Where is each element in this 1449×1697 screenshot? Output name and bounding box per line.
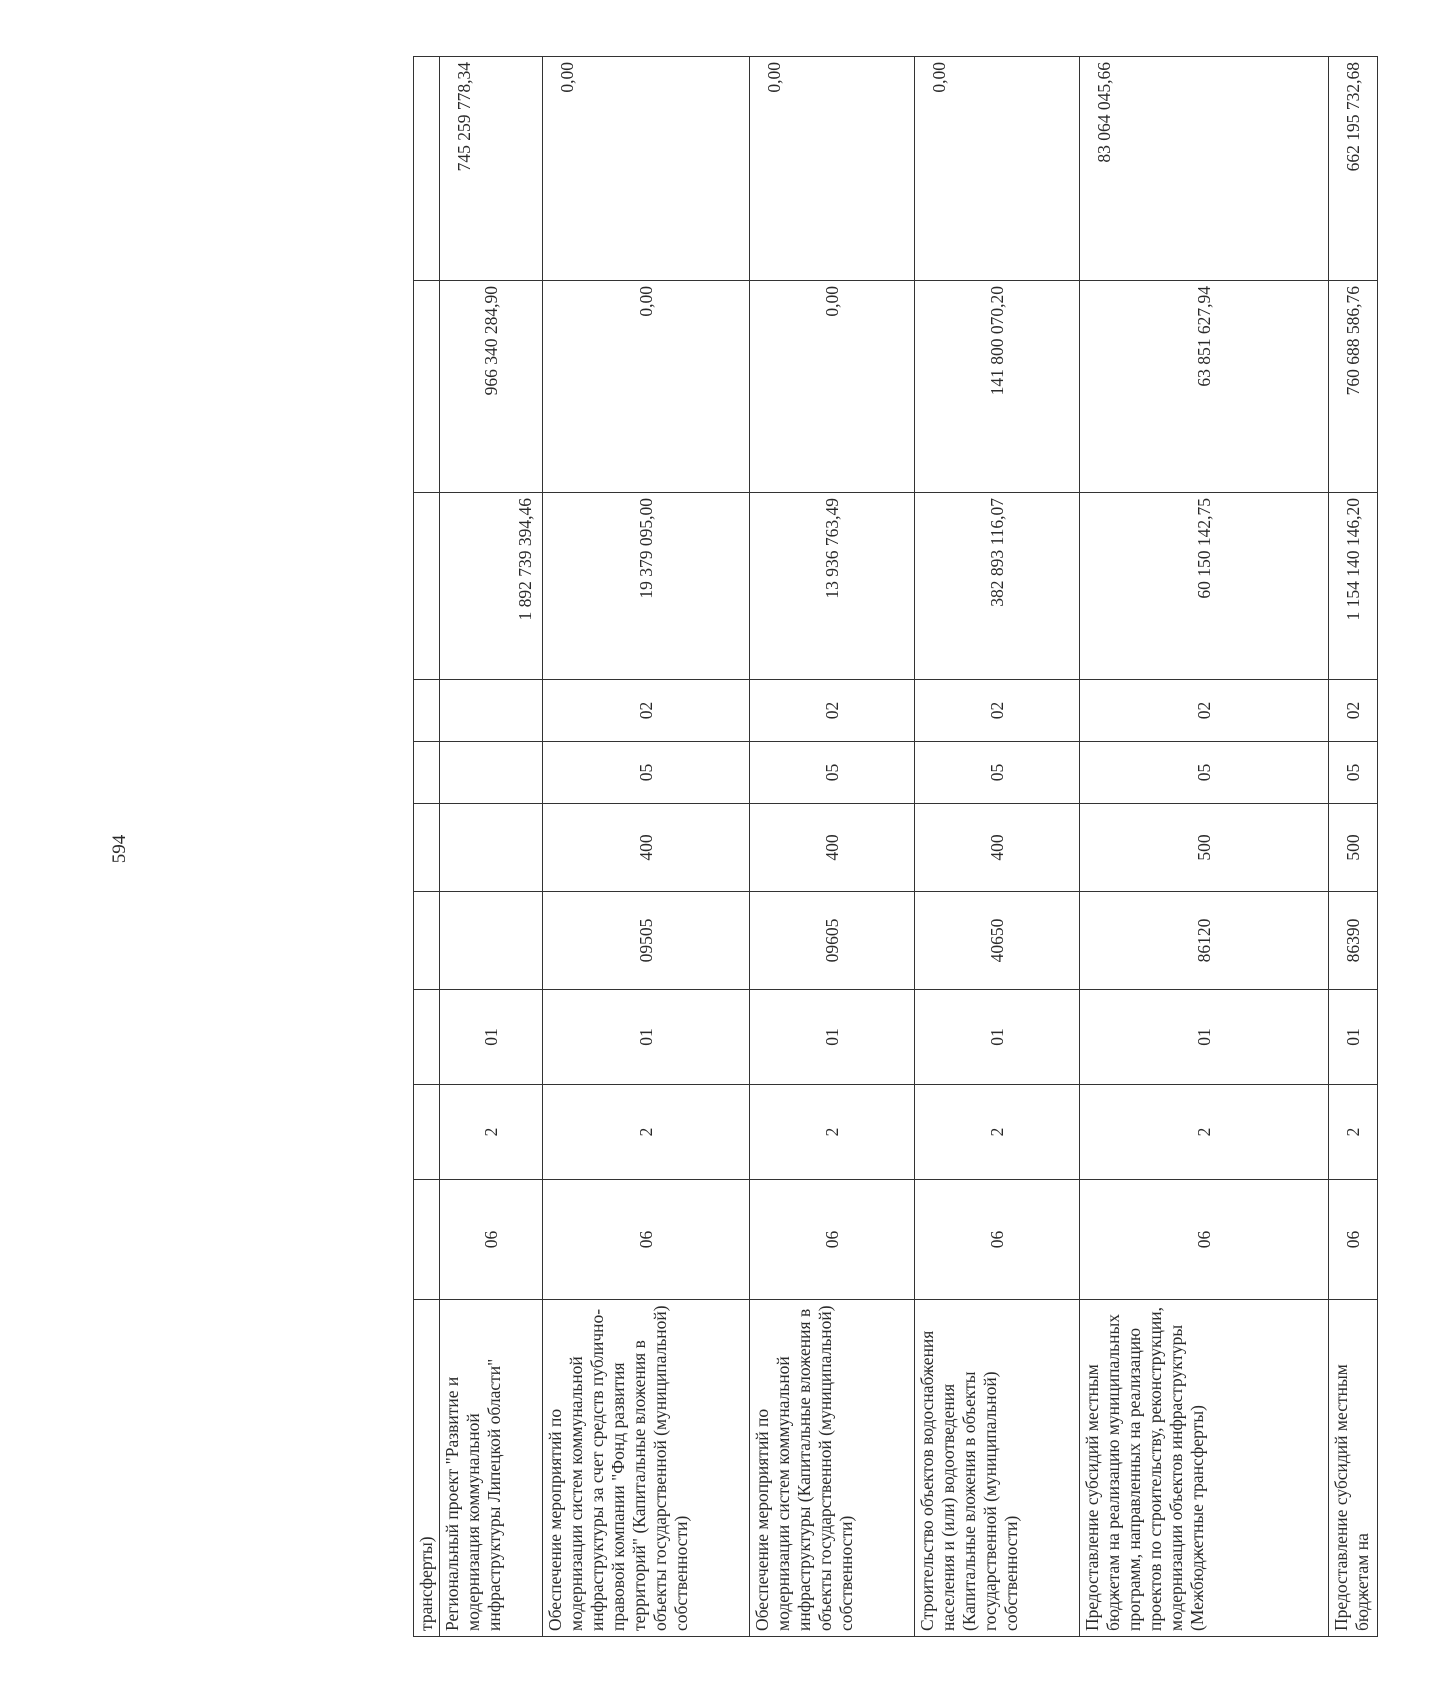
code-cell: [414, 990, 440, 1085]
row-name-cell: Предоставление субсидий местным бюджетам на реализацию муниципальных программ, направленных на реализацию проектов по строительству, реконструкции, модернизации объектов инфраструктуры (Межбюджетные трансферты): [1080, 1300, 1329, 1637]
amount-cell: 0,00: [750, 57, 915, 281]
amount-cell: 0,00: [915, 57, 1080, 281]
budget-table-rotated: [413, 57, 1449, 1637]
code-cell: 40650: [915, 892, 1080, 990]
code-cell: 05: [915, 742, 1080, 804]
code-cell: 02: [1080, 680, 1329, 742]
code-cell: 400: [915, 804, 1080, 892]
amount-cell: 83 064 045,66: [1080, 57, 1329, 281]
code-cell: [440, 804, 543, 892]
code-cell: [440, 892, 543, 990]
row-name-cell: Обеспечение мероприятий по модернизации систем коммунальной инфраструктуры за счет средств публично-правовой компании "Фонд развития территорий" (Капитальные вложения в объекты государственной (муниципальной) собственности): [543, 1300, 750, 1637]
amount-cell: 1 892 739 394,46: [440, 493, 543, 680]
amount-cell: 0,00: [543, 281, 750, 493]
amount-cell: 382 893 116,07: [915, 493, 1080, 680]
code-cell: 500: [1329, 804, 1378, 892]
amount-cell: 760 688 586,76: [1329, 281, 1378, 493]
code-cell: 09605: [750, 892, 915, 990]
table-row: [1080, 57, 1329, 1637]
code-cell: 02: [750, 680, 915, 742]
code-cell: [440, 680, 543, 742]
row-name-cell: Строительство объектов водоснабжения населения и (или) водоотведения (Капитальные вложения в объекты государственной (муниципальной) собственности): [915, 1300, 1080, 1637]
code-cell: 06: [1329, 1180, 1378, 1300]
amount-cell: [414, 57, 440, 281]
code-cell: 01: [750, 990, 915, 1085]
code-cell: 400: [750, 804, 915, 892]
code-cell: 06: [915, 1180, 1080, 1300]
code-cell: 06: [750, 1180, 915, 1300]
code-cell: 86390: [1329, 892, 1378, 990]
code-cell: 09505: [543, 892, 750, 990]
code-cell: 01: [543, 990, 750, 1085]
code-cell: [414, 680, 440, 742]
code-cell: 400: [543, 804, 750, 892]
code-cell: [414, 804, 440, 892]
amount-cell: 13 936 763,49: [750, 493, 915, 680]
code-cell: 01: [915, 990, 1080, 1085]
code-cell: 05: [1080, 742, 1329, 804]
code-cell: 2: [750, 1085, 915, 1180]
code-cell: 2: [543, 1085, 750, 1180]
amount-cell: 745 259 778,34: [440, 57, 543, 281]
row-name-cell: Предоставление субсидий местным бюджетам на: [1329, 1300, 1378, 1637]
code-cell: 2: [1080, 1085, 1329, 1180]
amount-cell: 662 195 732,68: [1329, 57, 1378, 281]
table-row: [1329, 57, 1378, 1637]
code-cell: 06: [543, 1180, 750, 1300]
code-cell: 2: [440, 1085, 543, 1180]
row-name-cell: трансферты): [414, 1300, 440, 1637]
code-cell: 02: [1329, 680, 1378, 742]
amount-cell: 63 851 627,94: [1080, 281, 1329, 493]
amount-cell: 0,00: [543, 57, 750, 281]
code-cell: 05: [750, 742, 915, 804]
amount-cell: 0,00: [750, 281, 915, 493]
code-cell: 06: [440, 1180, 543, 1300]
code-cell: 2: [1329, 1085, 1378, 1180]
code-cell: 05: [543, 742, 750, 804]
code-cell: [414, 1085, 440, 1180]
code-cell: 02: [543, 680, 750, 742]
code-cell: [414, 1180, 440, 1300]
amount-cell: 966 340 284,90: [440, 281, 543, 493]
amount-cell: [414, 493, 440, 680]
code-cell: 01: [1329, 990, 1378, 1085]
code-cell: 05: [1329, 742, 1378, 804]
code-cell: 02: [915, 680, 1080, 742]
code-cell: 01: [1080, 990, 1329, 1085]
page-number: 594: [109, 834, 130, 864]
amount-cell: 1 154 140 146,20: [1329, 493, 1378, 680]
table-row: [414, 57, 440, 1637]
amount-cell: 19 379 095,00: [543, 493, 750, 680]
code-cell: 06: [1080, 1180, 1329, 1300]
table-row: [440, 57, 543, 1637]
amount-cell: 60 150 142,75: [1080, 493, 1329, 680]
table-row: [750, 57, 915, 1637]
code-cell: 86120: [1080, 892, 1329, 990]
code-cell: [440, 742, 543, 804]
amount-cell: [414, 281, 440, 493]
row-name-cell: Обеспечение мероприятий по модернизации систем коммунальной инфраструктуры (Капитальные вложения в объекты государственной (муниципальной) собственности): [750, 1300, 915, 1637]
amount-cell: 141 800 070,20: [915, 281, 1080, 493]
code-cell: [414, 742, 440, 804]
code-cell: 01: [440, 990, 543, 1085]
code-cell: [414, 892, 440, 990]
table-row: [915, 57, 1080, 1637]
code-cell: 2: [915, 1085, 1080, 1180]
table-row: [543, 57, 750, 1637]
code-cell: 500: [1080, 804, 1329, 892]
budget-table: [413, 56, 1378, 1637]
row-name-cell: Региональный проект "Развитие и модернизация коммунальной инфраструктуры Липецкой области": [440, 1300, 543, 1637]
